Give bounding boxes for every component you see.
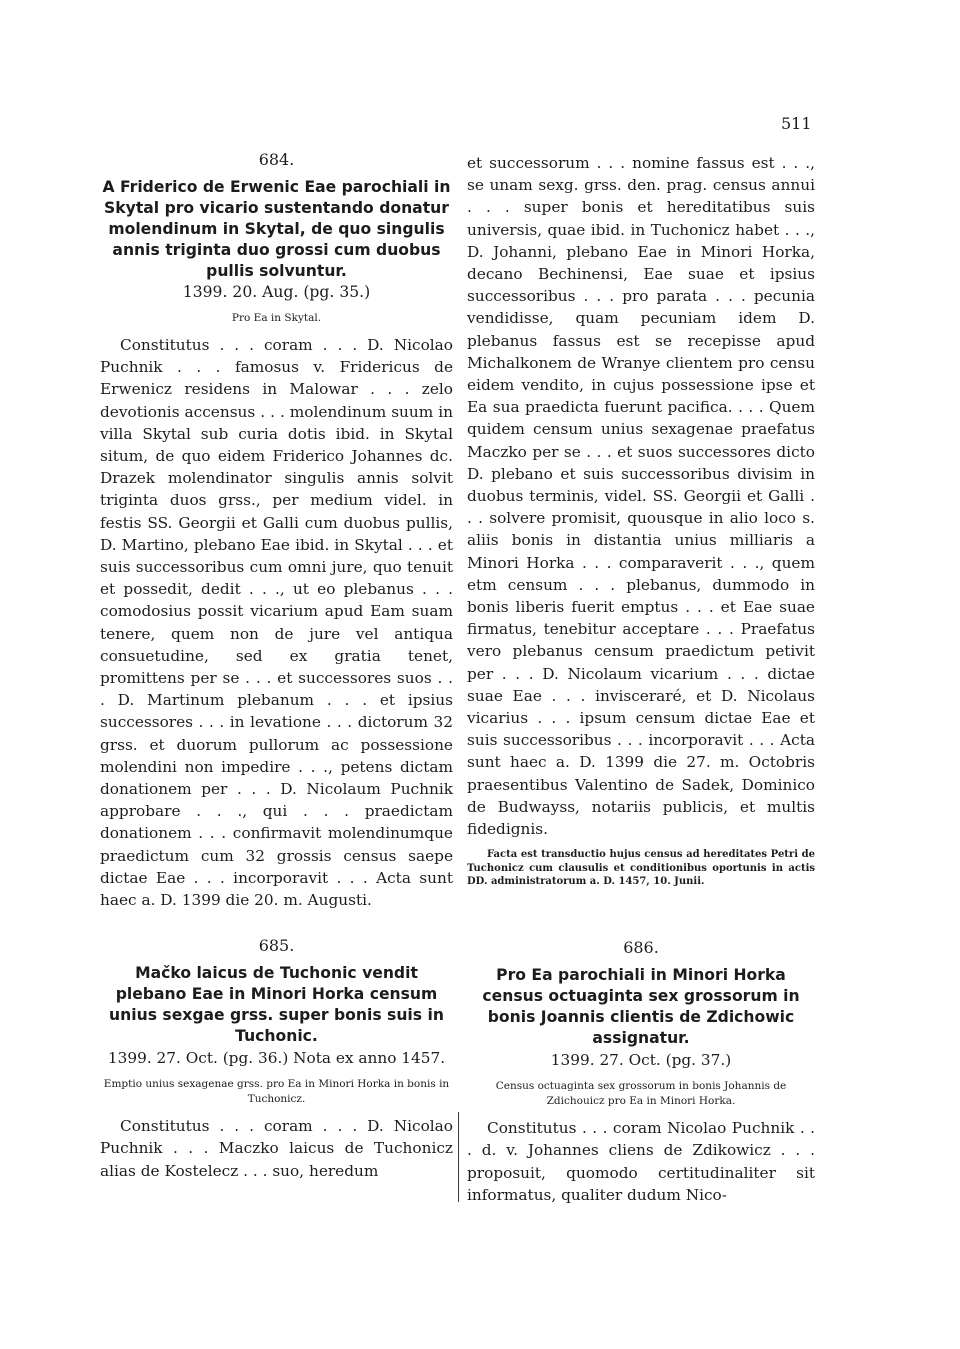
document-title: Pro Ea parochiali in Minori Horka census octuaginta sex grossorum in bonis Joannis clientis de Zdichowic assignatur. bbox=[482, 966, 800, 1047]
document-number: 686. bbox=[623, 938, 659, 957]
document-title: Mačko laicus de Tuchonic vendit plebano Eae in Minori Horka censum unius sexgae grss. super bonis suis in Tuchonic. bbox=[109, 964, 444, 1045]
document-body: Constitutus . . . coram . . . D. Nicolao Puchnik . . . famosus v. Fridericus de Erwenicz residens in Malowar . . . zelo devotionis accensus . . . molendinum suum in villa Skytal sub curia dotis ibid. in Skytal situm, de quo eidem Friderico Johannes dc. Drazek molendinator singulis annis solvit triginta duos grss., per medium videl. in festis SS. Georgii et Galli cum duobus pullis, D. Martino, plebano Eae ibid. in Skytal . . . et suis successoribus cum omni jure, quo tenuit et possedit, dedit . . ., ut eo plebanus . . . comodosius possit vicarium apud Eam suam tenere, quem non de jure vel antiqua consuetudine, sed ex gratia tenet, promittens per se . . . et successores suos . . . D. Martinum plebanum . . . et ipsius successores . . . in levatione . . . dictorum 32 grss. et duorum pullorum ac possessione molendini non impedire . . ., petens dictam donationem per . . . D. Nicolaum Puchnik approbare . . ., qui . . . praedictam donationem . . . confirmavit molendinumque praedictum cum 32 grossis census saepe dictae Eae . . . incorporavit . . . Acta sunt haec a. D. 1399 die 20. m. Augusti. bbox=[100, 336, 453, 910]
page-number: 511 bbox=[781, 114, 812, 133]
document-note: Facta est transductio hujus census ad hereditates Petri de Tuchonicz cum clausulis et conditionibus oportunis in actis DD. administratorum a. D. 1457, 10. Junii. bbox=[467, 849, 815, 888]
document-title: A Friderico de Erwenic Eae parochiali in Skytal pro vicario sustentando donatur molendinum in Skytal, de quo singulis annis triginta duo grossi cum duobus pullis solvuntur. bbox=[102, 178, 451, 280]
document-body: et successorum . . . nomine fassus est . . ., se unam sexg. grss. den. prag. census annui . . . super bonis et hereditatibus suis universis, quae ibid. in Tuchonicz habet . . ., D. Johanni, plebano Eae in Minori Horka, decano Bechinensi, Eae suae et ipsius successoribus . . . pro parata . . . pecunia vendidisse, quam pecuniam idem D. plebanus fassus est se recepisse apud Michalkonem de Wranye clientem pro censu eidem vendito, in cujus possessione ipse et Ea sua praedicta fuerunt pacifica. . . . Quem quidem censum unius sexagenae praefatus Maczko per se . . . et suos successores dicto D. plebano et suis successoribus divisim in duobus terminis, videl. SS. Georgii et Galli . . . solvere promisit, quousque in alio loco s. aliis bonis in distantia unius milliaris a Minori Horka . . . comparaverit . . ., quem etm censum . . . plebanus, dummodo in bonis liberis fuerit emptus . . . et Eae suae firmatus, tenebitur acceptare . . . Praefatus vero plebanus censum praedictum petivit per . . . D. Nicolaum vicarium . . . dictae suae Eae . . . invisceraré, et D. Nicolaus vicarius . . . ipsum censum dictae Eae et suis successoribus . . . incorporavit . . . Acta sunt haec a. D. 1399 die 27. m. Octobris praesentibus Valentino de Sadek, Dominico de Budwayss, notariis publicis, et multis fidedignis. bbox=[467, 154, 815, 839]
document-body: Constitutus . . . coram . . . D. Nicolao Puchnik . . . Maczko laicus de Tuchonicz alias de Kostelecz . . . suo, heredum bbox=[100, 1117, 453, 1180]
document-number: 685. bbox=[258, 936, 295, 955]
column-divider bbox=[458, 1112, 459, 1202]
document-subhead: Emptio unius sexagenae grss. pro Ea in Minori Horka in bonis in Tuchonicz. bbox=[103, 1078, 450, 1106]
document-subhead: Census octuaginta sex grossorum in bonis Johannis de Zdichouicz pro Ea in Minori Horka. bbox=[495, 1080, 787, 1108]
continued-text bbox=[467, 152, 815, 889]
document-date: 1399. 27. Oct. (pg. 37.) bbox=[550, 1051, 732, 1069]
document-684 bbox=[100, 150, 453, 911]
document-number: 684. bbox=[258, 150, 295, 169]
document-686 bbox=[467, 938, 815, 1206]
document-date: 1399. 27. Oct. (pg. 36.) Nota ex anno 1457. bbox=[107, 1049, 446, 1067]
document-subhead: Pro Ea in Skytal. bbox=[231, 312, 322, 324]
document-body: Constitutus . . . coram Nicolao Puchnik . . . d. v. Johannes cliens de Zdikowicz . . . proposuit, quomodo certitudinaliter sit informatus, qualiter dudum Nico- bbox=[467, 1119, 815, 1204]
document-685 bbox=[100, 936, 453, 1182]
document-date: 1399. 20. Aug. (pg. 35.) bbox=[182, 283, 371, 301]
